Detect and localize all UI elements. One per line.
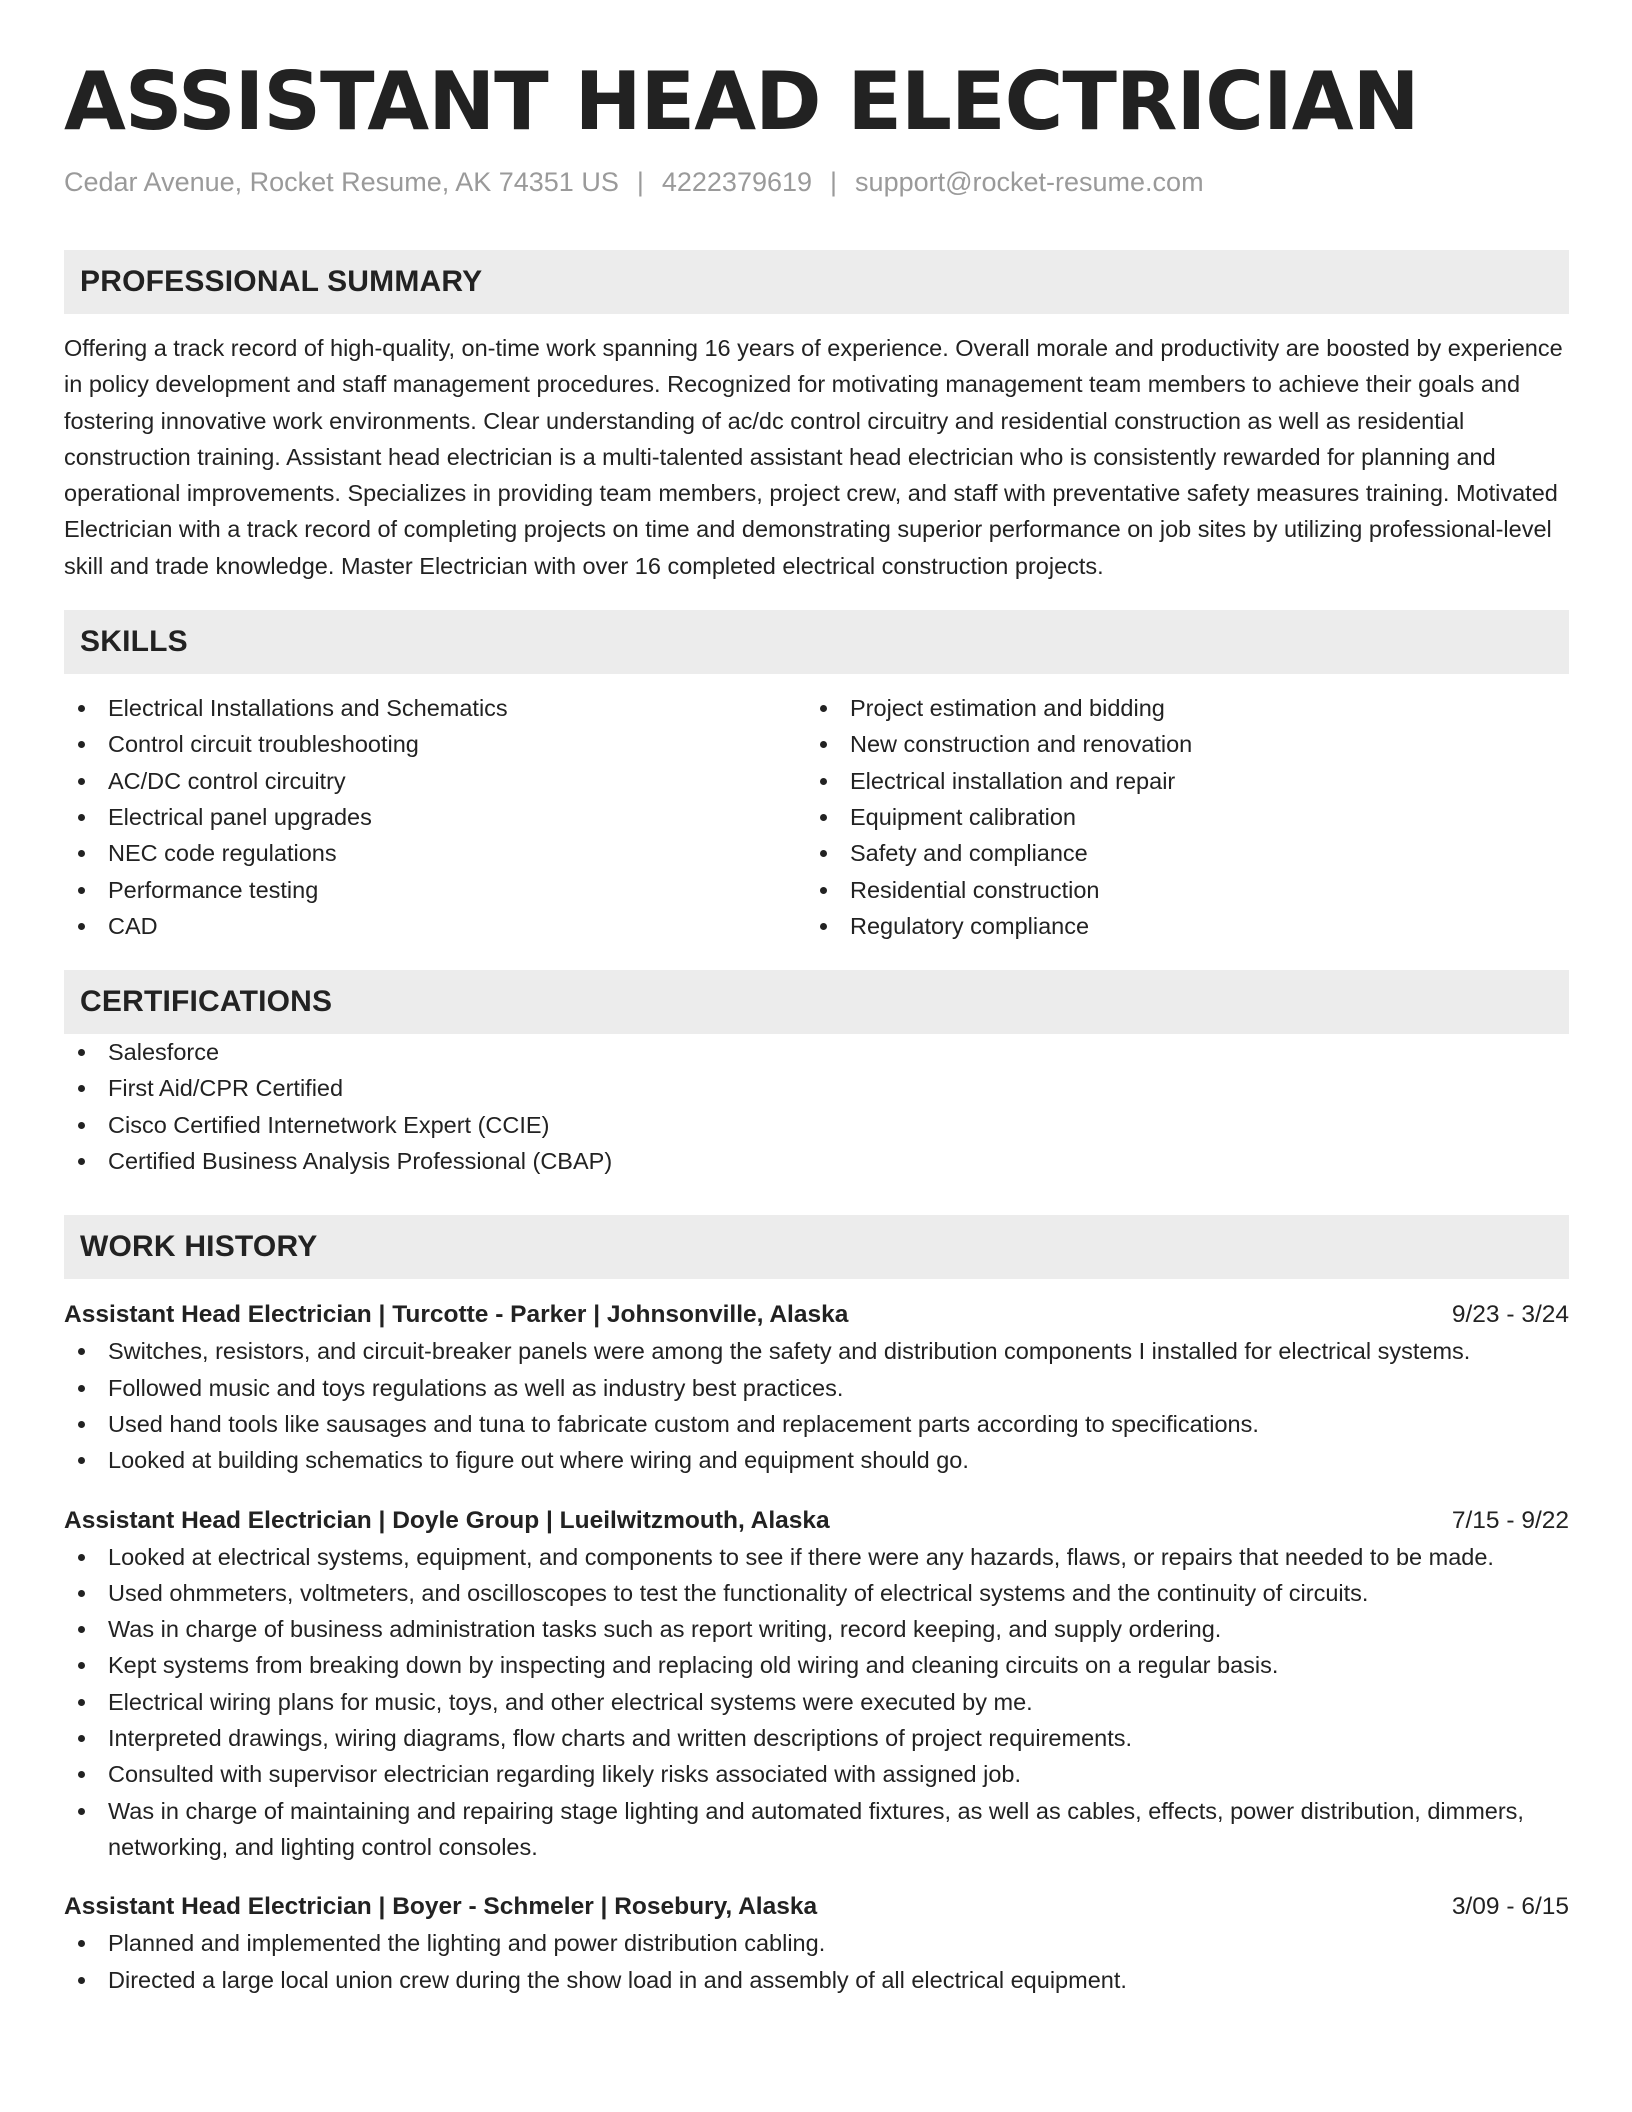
job-heading-row (64, 1503, 1569, 1539)
skill-item: Electrical panel upgrades (64, 799, 806, 835)
skills-column-left (64, 690, 806, 944)
contact-email: support@rocket-resume.com (855, 167, 1204, 197)
skill-item: Electrical installation and repair (806, 763, 1548, 799)
job-entry (64, 1503, 1569, 1866)
job-bullet: Used hand tools like sausages and tuna to fabricate custom and replacement parts according to specifications. (64, 1406, 1569, 1442)
skill-item: Residential construction (806, 872, 1548, 908)
job-heading-row (64, 1297, 1569, 1333)
skill-item: AC/DC control circuitry (64, 763, 806, 799)
skill-item: NEC code regulations (64, 835, 806, 871)
certification-item: Cisco Certified Internetwork Expert (CCIE) (64, 1107, 1569, 1143)
job-bullet: Used ohmmeters, voltmeters, and oscilloscopes to test the functionality of electrical systems and the continuity of circuits. (64, 1575, 1569, 1611)
job-title: Assistant Head Electrician | Doyle Group | Lueilwitzmouth, Alaska (64, 1506, 830, 1534)
skill-item: Performance testing (64, 872, 806, 908)
job-entry (64, 1297, 1569, 1478)
job-dates: 7/15 - 9/22 (1451, 1506, 1569, 1534)
skill-item: Safety and compliance (806, 835, 1548, 871)
job-bullet-list (64, 1539, 1569, 1866)
certification-item: Certified Business Analysis Professional (CBAP) (64, 1143, 1569, 1179)
job-bullet: Was in charge of business administration tasks such as report writing, record keeping, and supply ordering. (64, 1611, 1569, 1647)
certification-item: Salesforce (64, 1034, 1569, 1070)
skills-list-right (806, 690, 1548, 944)
certification-item: First Aid/CPR Certified (64, 1070, 1569, 1106)
certifications-list (64, 1034, 1569, 1179)
skills-column-right (806, 690, 1548, 944)
skill-item: Regulatory compliance (806, 908, 1548, 944)
contact-separator: | (830, 167, 838, 197)
job-bullet: Was in charge of maintaining and repairing stage lighting and automated fixtures, as well as cables, effects, power distribution, dimmers, networking, and lighting control consoles. (64, 1793, 1569, 1866)
job-bullet: Looked at building schematics to figure out where wiring and equipment should go. (64, 1442, 1569, 1478)
job-heading-row (64, 1889, 1569, 1925)
skill-item: CAD (64, 908, 806, 944)
job-title: Assistant Head Electrician | Boyer - Schmeler | Rosebury, Alaska (64, 1893, 818, 1921)
contact-phone: 4222379619 (661, 167, 813, 197)
job-bullet: Consulted with supervisor electrician regarding likely risks associated with assigned job. (64, 1756, 1569, 1792)
job-entry (64, 1889, 1569, 1998)
skill-item: Equipment calibration (806, 799, 1548, 835)
skill-item: Electrical Installations and Schematics (64, 690, 806, 726)
job-bullet: Kept systems from breaking down by inspecting and replacing old wiring and cleaning circuits on a regular basis. (64, 1647, 1569, 1683)
section-header-work-history: WORK HISTORY (64, 1215, 1569, 1279)
skills-list-left (64, 690, 806, 944)
contact-separator: | (636, 167, 644, 197)
skill-item: New construction and renovation (806, 726, 1548, 762)
skills-grid (64, 690, 1569, 944)
job-bullet: Looked at electrical systems, equipment, and components to see if there were any hazards, flaws, or repairs that needed to be made. (64, 1539, 1569, 1575)
section-header-certifications: CERTIFICATIONS (64, 970, 1569, 1034)
job-bullet: Electrical wiring plans for music, toys, and other electrical systems were executed by me. (64, 1684, 1569, 1720)
section-header-summary: PROFESSIONAL SUMMARY (64, 250, 1569, 314)
job-dates: 3/09 - 6/15 (1451, 1893, 1569, 1921)
contact-line (64, 164, 1569, 200)
skill-item: Project estimation and bidding (806, 690, 1548, 726)
resume-name: ASSISTANT HEAD ELECTRICIAN (64, 55, 1419, 148)
job-bullet: Followed music and toys regulations as well as industry best practices. (64, 1370, 1569, 1406)
job-bullet: Switches, resistors, and circuit-breaker panels were among the safety and distribution components I installed for electrical systems. (64, 1333, 1569, 1369)
job-dates: 9/23 - 3/24 (1451, 1301, 1569, 1329)
job-bullet: Interpreted drawings, wiring diagrams, flow charts and written descriptions of project requirements. (64, 1720, 1569, 1756)
job-bullet: Planned and implemented the lighting and power distribution cabling. (64, 1925, 1569, 1961)
job-title: Assistant Head Electrician | Turcotte - Parker | Johnsonville, Alaska (64, 1301, 849, 1329)
job-bullet-list (64, 1333, 1569, 1478)
job-bullet: Directed a large local union crew during the show load in and assembly of all electrical equipment. (64, 1962, 1569, 1998)
contact-address: Cedar Avenue, Rocket Resume, AK 74351 US (64, 167, 619, 197)
section-header-skills: SKILLS (64, 610, 1569, 674)
job-bullet-list (64, 1925, 1569, 1998)
summary-text: Offering a track record of high-quality, on-time work spanning 16 years of experience. Overall morale and productivity are boosted by experience in policy development and staff management procedures. Recognized for motivating management team members to achieve their goals and fostering innovative work environments. Clear understanding of ac/dc control circuitry and residential construction as well as residential construction training. Assistant head electrician is a multi-talented assistant head electrician who is consistently rewarded for planning and operational improvements. Specializes in providing team members, project crew, and staff with preventative safety measures training. Motivated Electrician with a track record of completing projects on time and demonstrating superior performance on job sites by utilizing professional-level skill and trade knowledge. Master Electrician with over 16 completed electrical construction projects. (64, 335, 1563, 579)
skill-item: Control circuit troubleshooting (64, 726, 806, 762)
